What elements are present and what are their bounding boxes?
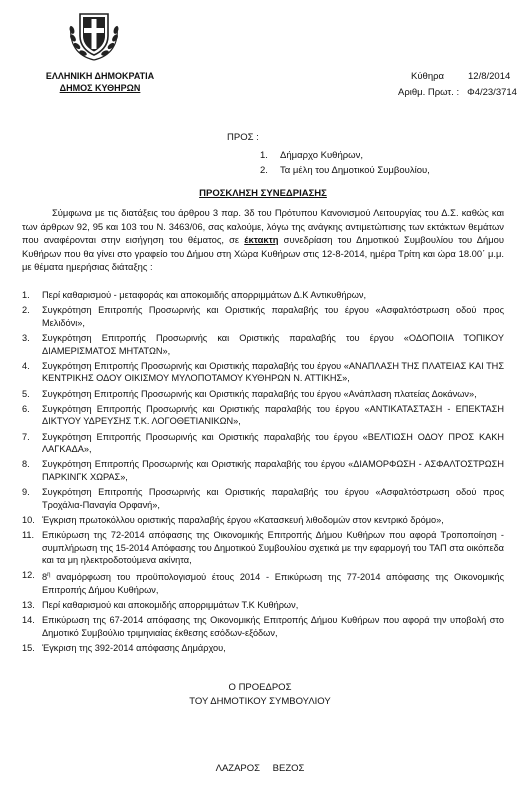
agenda-item-text: Συγκρότηση Επιτροπής Προσωρινής και Οριστικής παραλαβής του έργου «Ασφαλτόστρωση οδού προς Τροχάλια-Παναγία Ορφανή»,: [42, 487, 504, 510]
agenda-item-text: Συγκρότηση Επιτροπής Προσωρινής και Οριστικής παραλαβής του έργου «ΑΝΤΙΚΑΤΑΣΤΑΣΗ - ΕΠΕΚΤΑΣΗ ΔΙΚΤΥΟΥ ΥΔΡΕΥΣΗΣ Τ.Κ. ΛΟΓΟΘΕΤΙΑΝΙΚΩΝ»,: [42, 403, 504, 427]
agenda-item-text: Συγκρότηση Επιτροπής Προσωρινής και Οριστικής παραλαβής του έργου «Ανάπλαση πλατείας Δοκάνων»,: [42, 388, 477, 399]
agenda-item-text: Συγκρότηση Επιτροπής Προσωρινής και Οριστικής παραλαβής του έργου «ΒΕΛΤΙΩΣΗ ΟΔΟΥ ΠΡΟΣ ΚΑΚΗ ΛΑΓΚΑΔΑ»,: [42, 431, 504, 455]
agenda-item: [22, 360, 504, 385]
recipients-list: [260, 148, 430, 178]
agenda-item-number: 8.: [22, 459, 30, 470]
agenda-item-number: 12.: [22, 570, 35, 581]
agenda-item: [22, 614, 504, 639]
agenda-item-number: 9.: [22, 487, 30, 498]
agenda-item-number: 10.: [22, 514, 35, 525]
agenda-item-number: 7.: [22, 431, 30, 442]
agenda-item-text: $8^\eta$ αναμόρφωση του προϋπολογισμού έτους 2014 - Επικύρωση της 77-2014 απόφασης της Οικονομικής Επιτροπής Δήμου Κυθήρων,: [42, 572, 504, 596]
president-title: Ο ΠΡΟΕΔΡΟΣ ΤΟΥ ΔΗΜΟΤΙΚΟΥ ΣΥΜΒΟΥΛΙΟΥ: [189, 682, 331, 707]
emphasis-extraordinary: έκτακτη: [244, 234, 279, 245]
agenda-item: [22, 304, 504, 329]
place-label: Κύθηρα: [411, 71, 444, 82]
document-reference: [398, 70, 517, 99]
intro-paragraph: Σύμφωνα με τις διατάξεις του άρθρου 3 παρ. 3δ του Πρότυπου Κανονισμού Λειτουργίας του Δ.Σ. καθώς και των άρθρων 92, 95 και 103 του Ν. 3463/06, σας καλούμε, λόγω της ανάγκης αντιμετώπισης των εκτάκτων θεμάτων που αναφέρονται στην εισήγηση του θέματος, σε έκτακτη συνεδρίαση του Δημοτικού Συμβουλίου του Δήμου Κυθήρων που θα γίνει στο γραφείο του Δήμου στη Χώρα Κυθήρων στις 12-8-2014, ημέρα Τρίτη και ώρα 18.00΄ μ.μ. με θέματα ημερήσιας διάταξης :: [22, 207, 504, 272]
agenda-item-text: Περί καθαρισμού - μεταφοράς και αποκομιδής απορριμμάτων Δ.Κ Αντικυθήρων,: [42, 290, 367, 300]
agenda-item-text: Επικύρωση της 72-2014 απόφασης της Οικονομικής Επιτροπής Δήμου Κυθήρων που αφορά Τροποποίηση - συμπλήρωση της 15-2014 Απόφασης του Δημοτικού Συμβουλίου σχετικά με την εφαρμογή του ΤΑΠ στα οικόπεδα και τα μη ηλεκτροδοτούμενα ακίνητα,: [42, 530, 504, 566]
document-date: 12/8/2014: [468, 71, 511, 82]
issuing-authority: [35, 70, 165, 94]
agenda-item: [22, 599, 504, 612]
agenda-item-text: Επικύρωση της 67-2014 απόφασης της Οικονομικής Επιτροπής Δήμου Κυθήρων που αφορά την υποβολή στο Δημοτικό Συμβούλιο τριμηνιαίας έκθεσης εσόδων-εξόδων,: [42, 615, 504, 639]
agenda-item-text: Συγκρότηση Επιτροπής Προσωρινής και Οριστικής παραλαβής του έργου «Ασφαλτόστρωση οδού προς Μελιδόνι»,: [42, 305, 504, 328]
agenda-item-text: Συγκρότηση Επιτροπής Προσωρινής και Οριστικής παραλαβής του έργου «ΔΙΑΜΟΡΦΩΣΗ - ΑΣΦΑΛΤΟΣΤΡΩΣΗ ΠΑΡΚΙΝΓΚ ΧΩΡΑΣ»,: [42, 459, 504, 482]
agenda-item: [22, 403, 504, 428]
recipients-label: ΠΡΟΣ :: [227, 132, 259, 143]
agenda-item: [22, 458, 504, 483]
agenda-item: [22, 289, 504, 302]
list-item: 1. Δήμαρχο Κυθήρων,: [260, 150, 363, 161]
agenda-item-number: 3.: [22, 332, 30, 343]
org-municipality: ΔΗΜΟΣ ΚΥΘΗΡΩΝ: [59, 83, 141, 93]
protocol-label: Αριθμ. Πρωτ. :: [398, 87, 460, 98]
agenda-item: [22, 431, 504, 456]
agenda-item-number: 2.: [22, 305, 30, 316]
agenda-item-number: 13.: [22, 600, 35, 611]
agenda-item: [22, 642, 504, 655]
protocol-number: Φ4/23/3714: [467, 87, 517, 98]
agenda-item-text: Έγκριση πρωτοκόλλου οριστικής παραλαβής έργου «Κατασκευή λιθοδομών στον κεντρικό δρόμο»,: [42, 514, 444, 525]
agenda-item-text: Περί καθαρισμού και αποκομιδής απορριμμάτων Τ.Κ Κυθήρων,: [42, 600, 299, 611]
agenda-item: [22, 514, 504, 527]
agenda-item-number: 6.: [22, 403, 30, 414]
agenda-item-number: 11.: [22, 530, 35, 541]
agenda-item: [22, 529, 504, 567]
agenda-item-number: 1.: [22, 290, 30, 300]
document-title: ΠΡΟΣΚΛΗΣΗ ΣΥΝΕΔΡΙΑΣΗΣ: [199, 188, 327, 199]
agenda-item-number: 15.: [22, 643, 35, 654]
agenda-item: [22, 332, 504, 357]
agenda-item: [22, 569, 504, 596]
agenda-item-text: Έγκριση της 392-2014 απόφασης Δημάρχου,: [42, 643, 226, 654]
signature-name: ΛΑΖΑΡΟΣ ΒΕΖΟΣ: [215, 763, 305, 774]
agenda-item-number: 14.: [22, 615, 35, 626]
agenda-item-number: 5.: [22, 388, 30, 399]
agenda-item: [22, 486, 504, 511]
agenda-item: [22, 388, 504, 401]
org-country: ΕΛΛΗΝΙΚΗ ΔΗΜΟΚΡΑΤΙΑ: [45, 71, 155, 81]
greek-coat-of-arms-icon: [63, 4, 125, 66]
agenda-item-text: Συγκρότηση Επιτροπής Προσωρινής και Οριστικής παραλαβής του έργου «ΟΔΟΠΟΙΙΑ ΤΟΠΙΚΟΥ ΔΙΑΜΕΡΙΣΜΑΤΟΣ ΜΗΤΑΤΩΝ»,: [42, 332, 504, 356]
agenda-item-text: Συγκρότηση Επιτροπής Προσωρινής και Οριστικής παραλαβής του έργου «ΑΝΑΠΛΑΣΗ ΤΗΣ ΠΛΑΤΕΙΑΣ ΚΑΙ ΤΗΣ ΚΕΝΤΡΙΚΗΣ ΟΔΟΥ ΟΙΚΙΣΜΟΥ ΜΥΛΟΠΟΤΑΜΟΥ ΚΥΘΗΡΩΝ Ν. ΑΤΤΙΚΗΣ»,: [42, 360, 504, 384]
agenda-list: [22, 289, 504, 657]
list-item: 2. Τα μέλη του Δημοτικού Συμβουλίου,: [260, 165, 430, 176]
agenda-item-number: 4.: [22, 360, 30, 371]
